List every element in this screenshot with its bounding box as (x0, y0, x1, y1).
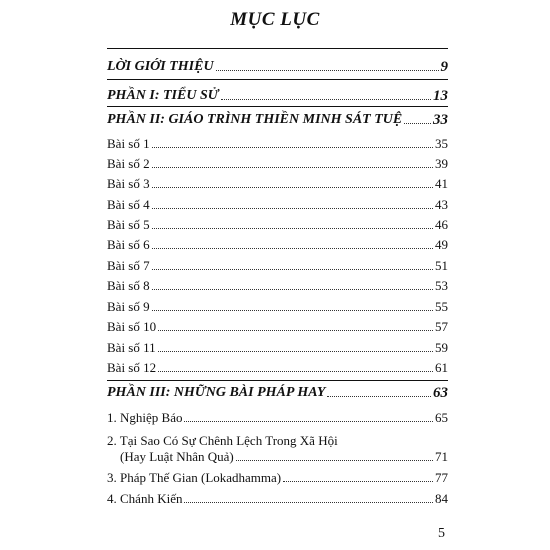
toc-entry-talk (107, 408, 448, 426)
toc-entry-page: 59 (435, 340, 448, 355)
toc-entry-label: Bài số 9 (107, 299, 150, 314)
dot-leader (158, 371, 433, 372)
dot-leader (283, 481, 433, 482)
toc-entry-label: Bài số 7 (107, 258, 150, 273)
dot-leader (327, 396, 431, 397)
toc-entry-page: 77 (435, 470, 448, 485)
toc-entry-part-3 (107, 383, 448, 401)
toc-entry-label: Bài số 1 (107, 136, 150, 151)
toc-entry-page: 61 (435, 360, 448, 375)
toc-entry-page: 46 (435, 217, 448, 232)
toc-entry-part-1 (107, 86, 448, 104)
dot-leader (158, 330, 433, 331)
toc-entry-lesson (107, 297, 448, 315)
rule-divider (107, 79, 448, 80)
toc-entry-page: 41 (435, 176, 448, 191)
toc-entry-label: (Hay Luật Nhân Quả) (120, 449, 234, 464)
toc-entry-page: 53 (435, 278, 448, 293)
toc-entry-lesson (107, 174, 448, 192)
toc-entry-lesson (107, 154, 448, 172)
toc-entry-lesson (107, 256, 448, 274)
dot-leader (216, 70, 439, 71)
toc-entry-lesson (107, 215, 448, 233)
dot-leader (152, 167, 433, 168)
toc-entry-label: 3. Pháp Thế Gian (Lokadhamma) (107, 470, 282, 485)
toc-entry-page: 39 (435, 156, 448, 171)
toc-entry-lesson (107, 358, 448, 376)
dot-leader (152, 147, 433, 148)
toc-entry-page: 9 (440, 59, 448, 75)
toc-entry-label: LỜI GIỚI THIỆU (107, 59, 214, 74)
toc-entry-label: Bài số 10 (107, 319, 157, 334)
dot-leader (152, 228, 433, 229)
toc-entry-page: 71 (435, 449, 448, 464)
toc-entry-label: Bài số 2 (107, 156, 150, 171)
toc-entry-label: PHẦN II: GIÁO TRÌNH THIỀN MINH SÁT TUỆ (107, 112, 403, 127)
toc-entry-label: 4. Chánh Kiến (107, 491, 183, 506)
toc-entry-lesson (107, 276, 448, 294)
toc-entry-label: PHẦN III: NHỮNG BÀI PHÁP HAY (107, 385, 326, 400)
toc-entry-lesson (107, 134, 448, 152)
dot-leader (152, 289, 433, 290)
toc-entry-page: 63 (433, 385, 448, 401)
dot-leader (152, 269, 433, 270)
dot-leader (184, 421, 433, 422)
toc-entry-talk (120, 447, 448, 465)
toc-entry-label: Bài số 8 (107, 278, 150, 293)
dot-leader (158, 351, 433, 352)
toc-entry-part-2 (107, 110, 448, 128)
toc-entry-page: 51 (435, 258, 448, 273)
toc-entry-label: Bài số 12 (107, 360, 157, 375)
dot-leader (152, 248, 433, 249)
toc-entry-label: 1. Nghiệp Báo (107, 410, 183, 425)
toc-entry-talk (107, 489, 448, 507)
page-number: 5 (438, 526, 445, 541)
toc-entry-page: 84 (435, 491, 448, 506)
toc-entry-page: 57 (435, 319, 448, 334)
toc-entry-label: Bài số 4 (107, 197, 150, 212)
toc-entry-label: Bài số 6 (107, 237, 150, 252)
toc-entry-lesson (107, 338, 448, 356)
toc-entry-page: 35 (435, 136, 448, 151)
toc-entry-label: PHẦN I: TIỂU SỬ (107, 88, 219, 103)
toc-entry-label: Bài số 5 (107, 217, 150, 232)
rule-divider (107, 380, 448, 381)
toc-entry-page: 65 (435, 410, 448, 425)
dot-leader (404, 123, 431, 124)
page-title: MỤC LỤC (230, 9, 320, 30)
dot-leader (152, 208, 433, 209)
toc-entry-page: 43 (435, 197, 448, 212)
toc-entry-introduction (107, 57, 448, 75)
dot-leader (236, 460, 433, 461)
toc-entry-lesson (107, 317, 448, 335)
dot-leader (152, 310, 433, 311)
toc-entry-page: 55 (435, 299, 448, 314)
toc-entry-talk-line1: 2. Tại Sao Có Sự Chênh Lệch Trong Xã Hội (107, 433, 338, 448)
rule-top (107, 48, 448, 49)
toc-entry-talk (107, 468, 448, 486)
toc-entry-lesson (107, 235, 448, 253)
toc-entry-lesson (107, 195, 448, 213)
dot-leader (152, 187, 433, 188)
toc-entry-page: 13 (433, 88, 448, 104)
dot-leader (184, 502, 433, 503)
toc-entry-page: 49 (435, 237, 448, 252)
toc-entry-page: 33 (433, 112, 448, 128)
rule-divider (107, 106, 448, 107)
dot-leader (221, 99, 431, 100)
toc-entry-label: Bài số 3 (107, 176, 150, 191)
toc-entry-label: Bài số 11 (107, 340, 156, 355)
